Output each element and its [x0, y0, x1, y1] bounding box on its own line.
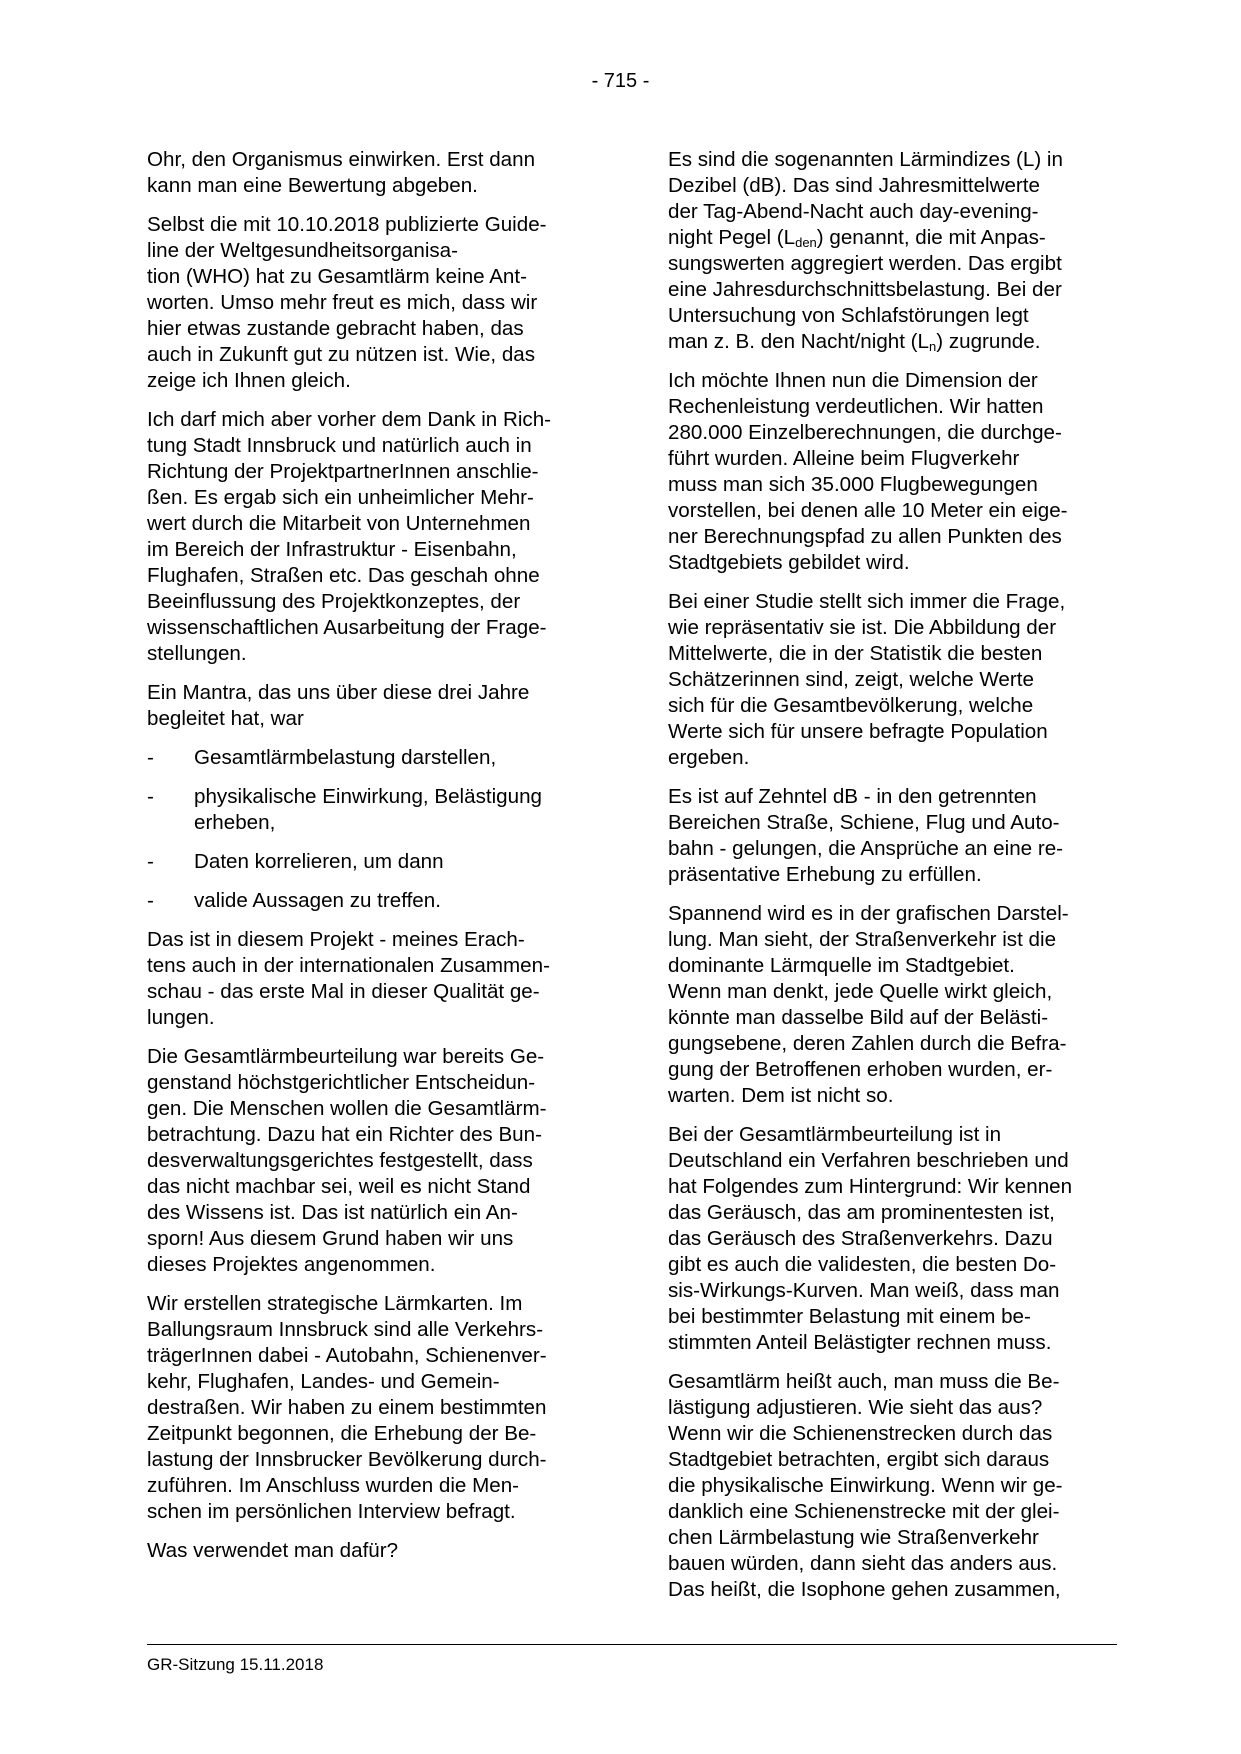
- text-line: Es sind die sogenannten Lärmindizes (L) in: [668, 148, 1063, 171]
- text-line: betrachtung. Dazu hat ein Richter des Bun-: [147, 1123, 542, 1146]
- list-item: [147, 888, 597, 914]
- text-line: Es ist auf Zehntel dB - in den getrennten: [668, 785, 1037, 808]
- text-line: tens auch in der internationalen Zusammen-: [147, 954, 550, 977]
- text-line: vorstellen, bei denen alle 10 Meter ein eige-: [668, 499, 1068, 522]
- text-line: desverwaltungsgerichtes festgestellt, dass: [147, 1149, 533, 1172]
- text-line: wie repräsentativ sie ist. Die Abbildung der: [668, 616, 1057, 639]
- text-line: lungen.: [147, 1006, 215, 1029]
- text-line: lung. Man sieht, der Straßenverkehr ist die: [668, 928, 1057, 951]
- text-line: physikalische Einwirkung, Belästigung: [194, 785, 542, 808]
- text-line: Untersuchung von Schlafstörungen legt: [668, 304, 1029, 327]
- text-line: Selbst die mit 10.10.2018 publizierte Guide-: [147, 213, 547, 236]
- text-line: gibt es auch die validesten, die besten Do-: [668, 1253, 1057, 1276]
- paragraph: [668, 589, 1118, 771]
- text-line: stimmten Anteil Belästigter rechnen muss.: [668, 1331, 1052, 1354]
- text-line: tung Stadt Innsbruck und natürlich auch in: [147, 434, 532, 457]
- text-line: wert durch die Mitarbeit von Unternehmen: [147, 512, 531, 535]
- text-line: Gesamtlärm heißt auch, man muss die Be-: [668, 1370, 1060, 1393]
- text-line: dieses Projektes angenommen.: [147, 1253, 436, 1276]
- paragraph: [147, 1538, 597, 1564]
- text-line: 280.000 Einzelberechnungen, die durchge-: [668, 421, 1062, 444]
- text-line: Stadtgebiets gebildet wird.: [668, 551, 910, 574]
- text-line: hier etwas zustande gebracht haben, das: [147, 317, 524, 340]
- paragraph: [668, 1369, 1118, 1603]
- text-line: ner Berechnungspfad zu allen Punkten des: [668, 525, 1062, 548]
- text-line: Richtung der ProjektpartnerInnen anschlie-: [147, 460, 539, 483]
- text-line: tion (WHO) hat zu Gesamtlärm keine Ant-: [147, 265, 527, 288]
- paragraph: [147, 1044, 597, 1278]
- text-fragment: ) genannt, die mit Anpas-: [816, 226, 1046, 249]
- text-line: könnte man dasselbe Bild auf der Belästi-: [668, 1006, 1049, 1029]
- text-line: stellungen.: [147, 642, 247, 665]
- subscript: den: [795, 235, 817, 250]
- text-line: schen im persönlichen Interview befragt.: [147, 1500, 516, 1523]
- text-line: gen. Die Menschen wollen die Gesamtlärm-: [147, 1097, 547, 1120]
- subscript: n: [929, 339, 937, 354]
- text-fragment: night Pegel (L: [668, 226, 796, 249]
- paragraph: [147, 147, 597, 199]
- text-fragment: man z. B. den Nacht/night (L: [668, 330, 929, 353]
- text-line: Flughafen, Straßen etc. Das geschah ohne: [147, 564, 540, 587]
- paragraph: [147, 1291, 597, 1525]
- text-line: bei bestimmter Belastung mit einem be-: [668, 1305, 1031, 1328]
- text-line: Das heißt, die Isophone gehen zusammen,: [668, 1578, 1061, 1601]
- text-line: wissenschaftlichen Ausarbeitung der Frage-: [147, 616, 547, 639]
- right-column: [668, 147, 1118, 1616]
- text-line: schau - das erste Mal in dieser Qualität ge-: [147, 980, 540, 1003]
- text-line: Bei einer Studie stellt sich immer die Frage,: [668, 590, 1066, 613]
- text-line: Wenn wir die Schienenstrecken durch das: [668, 1422, 1053, 1445]
- text-fragment: ) zugrunde.: [936, 330, 1041, 353]
- text-line: Werte sich für unsere befragte Population: [668, 720, 1048, 743]
- list-dash: -: [147, 746, 154, 769]
- text-line: [668, 225, 1118, 251]
- text-line: dominante Lärmquelle im Stadtgebiet.: [668, 954, 1015, 977]
- list-dash: -: [147, 785, 154, 808]
- text-line: des Wissens ist. Das ist natürlich ein An-: [147, 1201, 518, 1224]
- text-line: worten. Umso mehr freut es mich, dass wir: [147, 291, 538, 314]
- text-line: muss man sich 35.000 Flugbewegungen: [668, 473, 1038, 496]
- text-line: Gesamtlärmbelastung darstellen,: [194, 746, 497, 769]
- text-line: lästigung adjustieren. Wie sieht das aus?: [668, 1396, 1043, 1419]
- text-line: Ein Mantra, das uns über diese drei Jahre: [147, 681, 530, 704]
- text-line: valide Aussagen zu treffen.: [194, 889, 441, 912]
- text-line: die physikalische Einwirkung. Wenn wir ge-: [668, 1474, 1063, 1497]
- text-line: genstand höchstgerichtlicher Entscheidun-: [147, 1071, 536, 1094]
- text-line: sis-Wirkungs-Kurven. Man weiß, dass man: [668, 1279, 1060, 1302]
- text-line: chen Lärmbelastung wie Straßenverkehr: [668, 1526, 1039, 1549]
- text-line: präsentative Erhebung zu erfüllen.: [668, 863, 982, 886]
- paragraph: [147, 927, 597, 1031]
- text-line: zeige ich Ihnen gleich.: [147, 369, 351, 392]
- list-item: [147, 849, 597, 875]
- text-line: gung der Betroffenen erhoben wurden, er-: [668, 1058, 1053, 1081]
- paragraph: [668, 368, 1118, 576]
- text-line: eine Jahresdurchschnittsbelastung. Bei der: [668, 278, 1062, 301]
- list-dash: -: [147, 850, 154, 873]
- text-line: Die Gesamtlärmbeurteilung war bereits Ge-: [147, 1045, 545, 1068]
- text-line: Bei der Gesamtlärmbeurteilung ist in: [668, 1123, 1002, 1146]
- text-line: im Bereich der Infrastruktur - Eisenbahn,: [147, 538, 517, 561]
- text-line: Ohr, den Organismus einwirken. Erst dann: [147, 148, 536, 171]
- text-line: Mittelwerte, die in der Statistik die besten: [668, 642, 1043, 665]
- text-line: [668, 329, 1118, 355]
- text-line: kehr, Flughafen, Landes- und Gemein-: [147, 1370, 500, 1393]
- text-line: der Tag-Abend-Nacht auch day-evening-: [668, 200, 1039, 223]
- left-column: [147, 147, 597, 1577]
- paragraph: [668, 147, 1118, 355]
- text-line: lastung der Innsbrucker Bevölkerung durch-: [147, 1448, 547, 1471]
- text-line: Spannend wird es in der grafischen Darstel-: [668, 902, 1069, 925]
- text-line: begleitet hat, war: [147, 707, 304, 730]
- paragraph: [147, 212, 597, 394]
- list-item: [147, 784, 597, 836]
- list-dash: -: [147, 889, 154, 912]
- text-line: Rechenleistung verdeutlichen. Wir hatten: [668, 395, 1044, 418]
- text-line: danklich eine Schienenstrecke mit der glei-: [668, 1500, 1060, 1523]
- text-line: Zeitpunkt begonnen, die Erhebung der Be-: [147, 1422, 537, 1445]
- paragraph: [668, 784, 1118, 888]
- text-line: führt wurden. Alleine beim Flugverkehr: [668, 447, 1020, 470]
- paragraph: [668, 1122, 1118, 1356]
- text-line: gungsebene, deren Zahlen durch die Befra-: [668, 1032, 1067, 1055]
- text-line: Wenn man denkt, jede Quelle wirkt gleich,: [668, 980, 1053, 1003]
- bullet-list: [147, 745, 597, 914]
- footer-divider: [147, 1644, 1117, 1645]
- text-line: auch in Zukunft gut zu nützen ist. Wie, das: [147, 343, 536, 366]
- text-line: Deutschland ein Verfahren beschrieben und: [668, 1149, 1069, 1172]
- text-line: destraßen. Wir haben zu einem bestimmten: [147, 1396, 547, 1419]
- footer-text: GR-Sitzung 15.11.2018: [147, 1655, 324, 1674]
- text-line: das Geräusch, das am prominentesten ist,: [668, 1201, 1055, 1224]
- text-line: Ich darf mich aber vorher dem Dank in Rich-: [147, 408, 552, 431]
- text-line: sich für die Gesamtbevölkerung, welche: [668, 694, 1034, 717]
- list-item: [147, 745, 597, 771]
- text-line: das nicht machbar sei, weil es nicht Stand: [147, 1175, 531, 1198]
- text-line: trägerInnen dabei - Autobahn, Schienenver-: [147, 1344, 547, 1367]
- text-line: Daten korrelieren, um dann: [194, 850, 444, 873]
- text-line: ergeben.: [668, 746, 750, 769]
- paragraph: [147, 680, 597, 732]
- text-line: sporn! Aus diesem Grund haben wir uns: [147, 1227, 514, 1250]
- page-number: - 715 -: [591, 70, 650, 92]
- text-line: ßen. Es ergab sich ein unheimlicher Mehr-: [147, 486, 534, 509]
- text-line: Ballungsraum Innsbruck sind alle Verkehrs-: [147, 1318, 544, 1341]
- text-line: line der Weltgesundheitsorganisa-: [147, 239, 458, 262]
- paragraph: [668, 901, 1118, 1109]
- text-line: Bereichen Straße, Schiene, Flug und Auto-: [668, 811, 1060, 834]
- text-line: bahn - gelungen, die Ansprüche an eine re-: [668, 837, 1064, 860]
- text-line: Dezibel (dB). Das sind Jahresmittelwerte: [668, 174, 1040, 197]
- text-line: sungswerten aggregiert werden. Das ergibt: [668, 252, 1062, 275]
- text-line: Schätzerinnen sind, zeigt, welche Werte: [668, 668, 1034, 691]
- text-line: Das ist in diesem Projekt - meines Erach-: [147, 928, 525, 951]
- text-line: Stadtgebiet betrachten, ergibt sich daraus: [668, 1448, 1050, 1471]
- text-line: das Geräusch des Straßenverkehrs. Dazu: [668, 1227, 1053, 1250]
- text-line: kann man eine Bewertung abgeben.: [147, 174, 478, 197]
- text-line: hat Folgendes zum Hintergrund: Wir kennen: [668, 1175, 1073, 1198]
- paragraph: [147, 407, 597, 667]
- text-line: Wir erstellen strategische Lärmkarten. Im: [147, 1292, 523, 1315]
- text-line: Ich möchte Ihnen nun die Dimension der: [668, 369, 1038, 392]
- text-line: Was verwendet man dafür?: [147, 1539, 399, 1562]
- text-line: zuführen. Im Anschluss wurden die Men-: [147, 1474, 520, 1497]
- text-line: warten. Dem ist nicht so.: [668, 1084, 894, 1107]
- text-line: bauen würden, dann sieht das anders aus.: [668, 1552, 1058, 1575]
- text-line: Beeinflussung des Projektkonzeptes, der: [147, 590, 521, 613]
- text-line: erheben,: [194, 811, 276, 834]
